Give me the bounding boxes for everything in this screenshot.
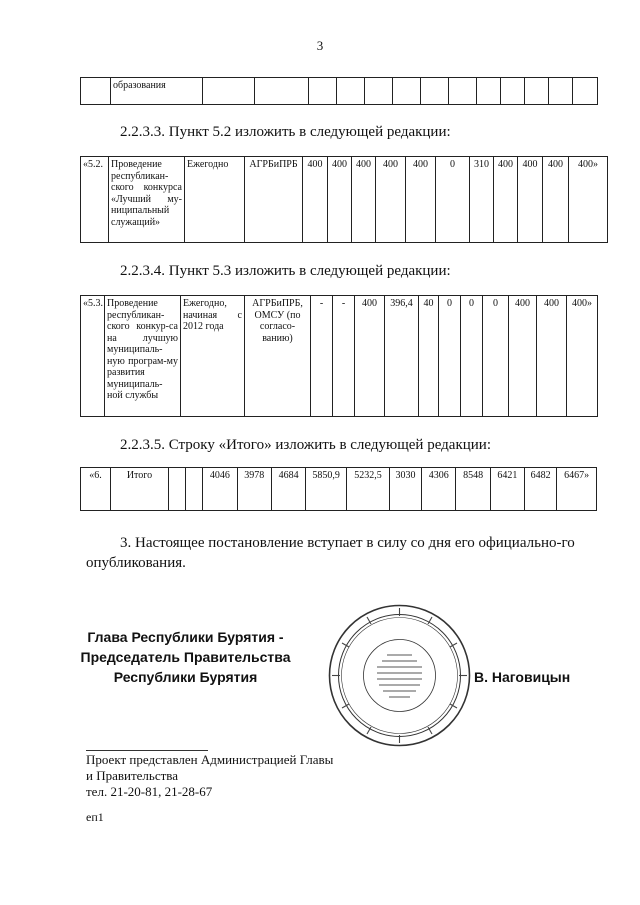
paragraph-3: 3. Настоящее постановление вступает в силу со дня его официально-го опубликования. [86,535,575,571]
total-value: 8548 [456,468,490,511]
total-number: «6. [81,468,111,511]
signatory-title-line: Председатель Правительства [80,649,291,665]
table-top-cell-5 [309,78,337,105]
t53-number: «5.3. [81,296,105,417]
table-top-cell-1 [81,78,111,105]
table-top-cell-8 [393,78,421,105]
table-top-cell-11 [477,78,501,105]
table-top-cell-15 [573,78,598,105]
table-top-cell-10 [449,78,477,105]
table-top-cell-3 [203,78,255,105]
total-value: 4684 [271,468,305,511]
table-top-cell-4 [255,78,309,105]
table-top-cell-12 [501,78,525,105]
t52-activity: Проведение республикан-ского конкурса «Лучший му-ниципальный служащий» [109,157,185,243]
table-top-cell-9 [421,78,449,105]
t53-value: 400 [509,296,537,417]
total-empty [168,468,185,511]
t53-value: 400 [537,296,567,417]
total-value: 4306 [422,468,456,511]
t53-value: - [311,296,333,417]
paragraph-2-2-3-5: 2.2.3.5. Строку «Итого» изложить в следующей редакции: [120,437,491,453]
total-value: 5850,9 [306,468,347,511]
t53-value: 0 [439,296,461,417]
table-top-fragment [80,77,598,105]
t53-value: 396,4 [385,296,419,417]
t53-value: 0 [461,296,483,417]
t53-value: 400» [567,296,598,417]
total-value: 3030 [389,468,421,511]
signatory-title-line: Глава Республики Бурятия - [87,629,284,645]
t52-value: 400 [376,157,406,243]
table-total [80,467,597,511]
t52-value: 400 [352,157,376,243]
total-label: Итого [111,468,169,511]
t53-executor: АГРБиПРБ, ОМСУ (по согласо-ванию) [245,296,311,417]
page-number: 3 [316,38,324,53]
signatory-title [58,627,313,687]
table-top-cell-7 [365,78,393,105]
table-top-cell-14 [549,78,573,105]
signatory-name: В. Наговицын [474,669,571,685]
t52-number: «5.2. [81,157,109,243]
t53-value: 40 [419,296,439,417]
table-top-cell-6 [337,78,365,105]
total-value: 4046 [203,468,237,511]
t52-value: 400» [569,157,608,243]
t52-value: 0 [436,157,470,243]
t53-period: Ежегодно, начиная с 2012 года [181,296,245,417]
signatory-title-line: Республики Бурятия [113,669,258,685]
table-top-cell-2: образования [111,78,203,105]
footer-note [86,752,333,800]
t52-value: 400 [328,157,352,243]
t52-value: 400 [494,157,518,243]
t53-activity: Проведение республикан-ского конкур-са на лучшую муниципаль-ную програм-му развития муниципаль-ной службы [105,296,181,417]
total-value: 6482 [525,468,557,511]
document-code: еп1 [86,810,104,824]
footer-phone: тел. 21-20-81, 21-28-67 [86,784,213,799]
official-seal-stamp [327,603,472,748]
t52-period: Ежегодно [185,157,245,243]
t52-value: 400 [518,157,543,243]
total-value: 5232,5 [347,468,390,511]
t52-executor: АГРБиПРБ [245,157,303,243]
table-item-5-3 [80,295,598,417]
t52-value: 400 [406,157,436,243]
footer-line: и Правительства [86,768,179,783]
footer-line: Проект представлен Администрацией Главы [86,752,334,767]
paragraph-2-2-3-4: 2.2.3.4. Пункт 5.3 изложить в следующей редакции: [120,263,451,279]
t53-value: - [333,296,355,417]
total-empty [186,468,203,511]
t52-value: 400 [303,157,328,243]
total-value: 6467» [557,468,597,511]
table-top-cell-13 [525,78,549,105]
t53-value: 0 [483,296,509,417]
table-item-5-2 [80,156,608,243]
paragraph-2-2-3-3: 2.2.3.3. Пункт 5.2 изложить в следующей редакции: [120,124,451,140]
t52-value: 400 [543,157,569,243]
total-value: 6421 [490,468,524,511]
t52-value: 310 [470,157,494,243]
t53-value: 400 [355,296,385,417]
total-value: 3978 [237,468,271,511]
footer-divider [86,750,208,751]
